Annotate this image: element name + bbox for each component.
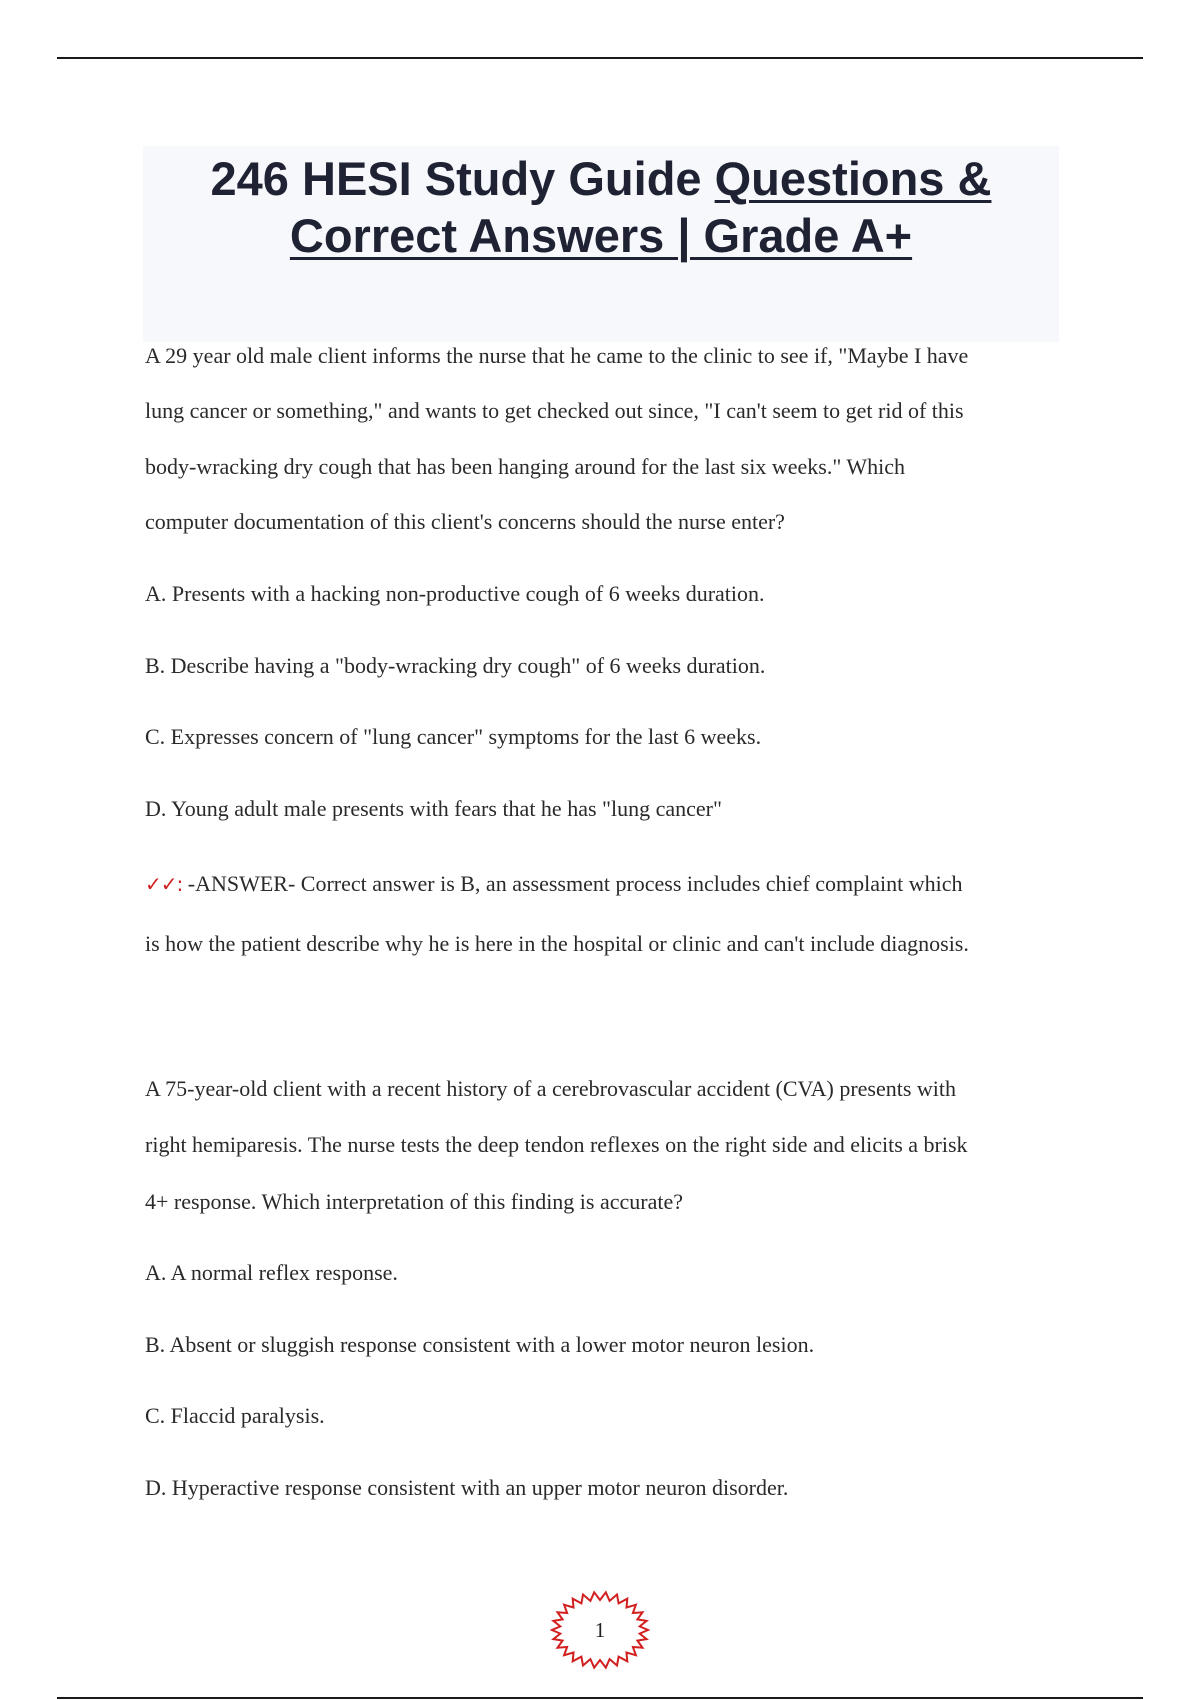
question-2-option-b: B. Absent or sluggish response consistent with a lower motor neuron lesion. [145, 1332, 815, 1357]
question-2-option-d: D. Hyperactive response consistent with an upper motor neuron disorder. [145, 1475, 789, 1500]
title-box [143, 146, 1059, 342]
question-1-option-a: A. Presents with a hacking non-productive cough of 6 weeks duration. [145, 581, 765, 606]
question-1-answer-line: is how the patient describe why he is here in the hospital or clinic and can't include diagnosis. [145, 931, 969, 956]
question-1-option-d: D. Young adult male presents with fears that he has "lung cancer" [145, 796, 722, 821]
title-plain: 246 HESI Study Guide [210, 152, 715, 205]
checkmark-icon: ✓✓: [145, 872, 183, 896]
question-1-stem-line: A 29 year old male client informs the nurse that he came to the clinic to see if, "Maybe I have [145, 343, 969, 368]
question-1-answer-line [145, 870, 962, 898]
question-1-stem-line: lung cancer or something," and wants to get checked out since, "I can't seem to get rid of this [145, 398, 964, 423]
title-underlined-1: Questions & [714, 152, 992, 205]
question-2-option-a: A. A normal reflex response. [145, 1260, 398, 1285]
question-1-option-b: B. Describe having a "body-wracking dry cough" of 6 weeks duration. [145, 653, 766, 678]
question-1-stem-line: computer documentation of this client's concerns should the nurse enter? [145, 509, 785, 534]
question-2-stem-line: A 75-year-old client with a recent history of a cerebrovascular accident (CVA) presents with [145, 1076, 957, 1101]
bottom-rule [57, 1697, 1143, 1699]
question-1-option-c: C. Expresses concern of "lung cancer" symptoms for the last 6 weeks. [145, 724, 762, 749]
question-2-stem-line: 4+ response. Which interpretation of this finding is accurate? [145, 1189, 684, 1214]
question-2-option-c: C. Flaccid paralysis. [145, 1403, 325, 1428]
page-number-seal [550, 1590, 650, 1670]
title-underlined-2: Correct Answers | Grade A+ [289, 209, 913, 262]
answer-text: -ANSWER- Correct answer is B, an assessment process includes chief complaint which [182, 871, 963, 896]
top-rule [57, 57, 1143, 59]
question-2-stem-line: right hemiparesis. The nurse tests the deep tendon reflexes on the right side and elicits a brisk [145, 1132, 968, 1157]
page-number: 1 [594, 1618, 606, 1642]
document-title [143, 146, 1059, 264]
question-1-stem-line: body-wracking dry cough that has been hanging around for the last six weeks." Which [145, 454, 906, 479]
